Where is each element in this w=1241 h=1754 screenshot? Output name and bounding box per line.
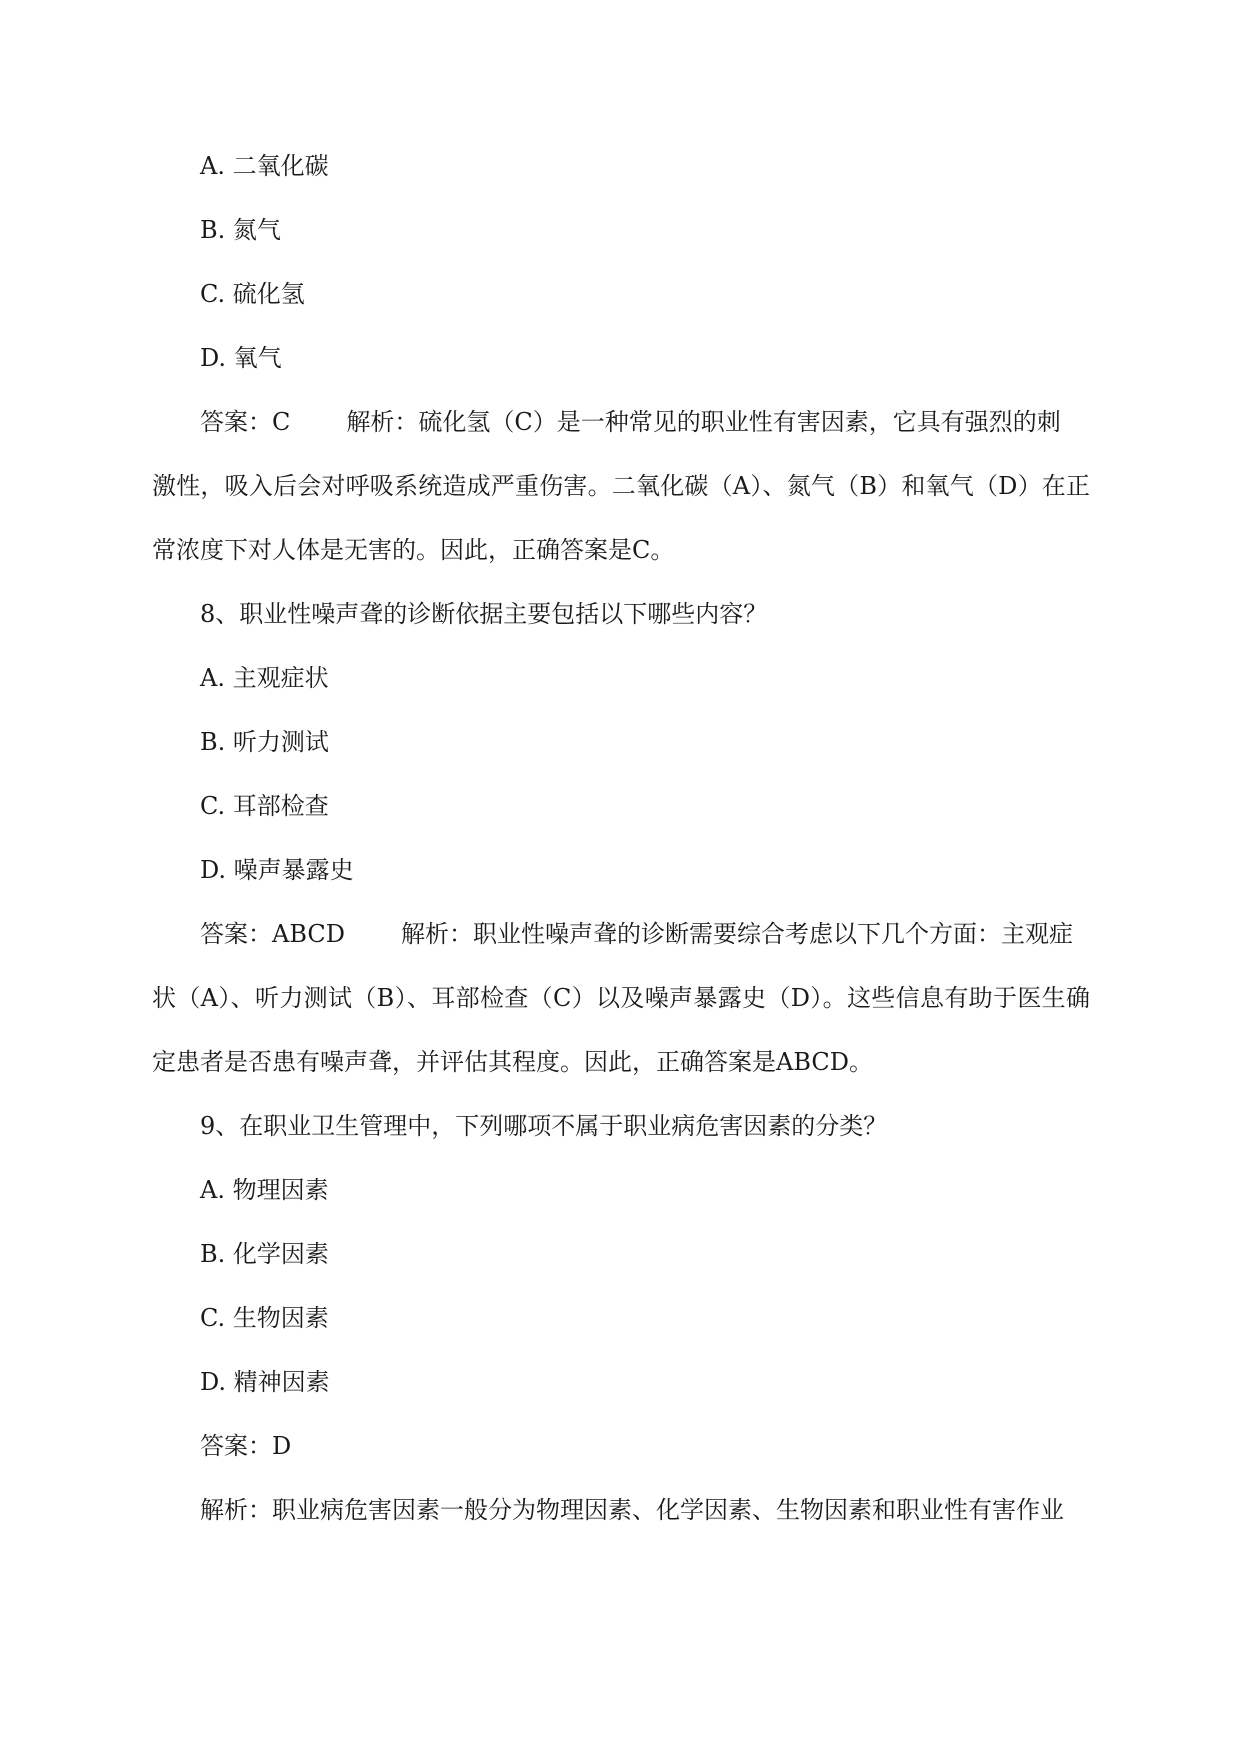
q7-option-d: D. 氧气: [200, 344, 282, 372]
q9-option-b: B. 化学因素: [200, 1240, 329, 1268]
q8-answer-line: [200, 918, 1090, 950]
q9-question: 9、在职业卫生管理中，下列哪项不属于职业病危害因素的分类？: [200, 1112, 888, 1140]
q7-option-c: C. 硫化氢: [200, 280, 305, 308]
q7-option-a: A. 二氧化碳: [200, 152, 329, 180]
q8-question: 8、职业性噪声聋的诊断依据主要包括以下哪些内容？: [200, 600, 768, 628]
q9-option-a: A. 物理因素: [200, 1176, 329, 1204]
q8-option-c: C. 耳部检查: [200, 792, 329, 820]
q8-answer: 答案：ABCD: [200, 920, 346, 948]
q7-answer-line: [200, 406, 1090, 438]
q8-option-a: A. 主观症状: [200, 664, 329, 692]
q9-option-d: D. 精神因素: [200, 1368, 330, 1396]
q8-option-d: D. 噪声暴露史: [200, 856, 354, 884]
q8-analysis-line-2: 状（A）、听力测试（B）、耳部检查（C）以及噪声暴露史（D）。这些信息有助于医生确: [152, 984, 1090, 1012]
q9-option-c: C. 生物因素: [200, 1304, 329, 1332]
q8-option-b: B. 听力测试: [200, 728, 329, 756]
q8-analysis-line-1: 解析：职业性噪声聋的诊断需要综合考虑以下几个方面：主观症: [401, 920, 1074, 948]
q7-analysis-line-3: 常浓度下对人体是无害的。因此，正确答案是C。: [152, 536, 675, 564]
q8-analysis-line-3: 定患者是否患有噪声聋，并评估其程度。因此，正确答案是ABCD。: [152, 1048, 874, 1076]
q7-analysis-line-1: 解析：硫化氢（C）是一种常见的职业性有害因素，它具有强烈的刺: [346, 408, 1061, 436]
q7-option-b: B. 氮气: [200, 216, 281, 244]
q7-analysis-line-2: 激性，吸入后会对呼吸系统造成严重伤害。二氧化碳（A）、氮气（B）和氧气（D）在正: [152, 472, 1090, 500]
q9-answer: 答案：D: [200, 1432, 292, 1460]
q9-analysis-line-1: 解析：职业病危害因素一般分为物理因素、化学因素、生物因素和职业性有害作业: [200, 1496, 1064, 1524]
q7-answer: 答案：C: [200, 408, 291, 436]
